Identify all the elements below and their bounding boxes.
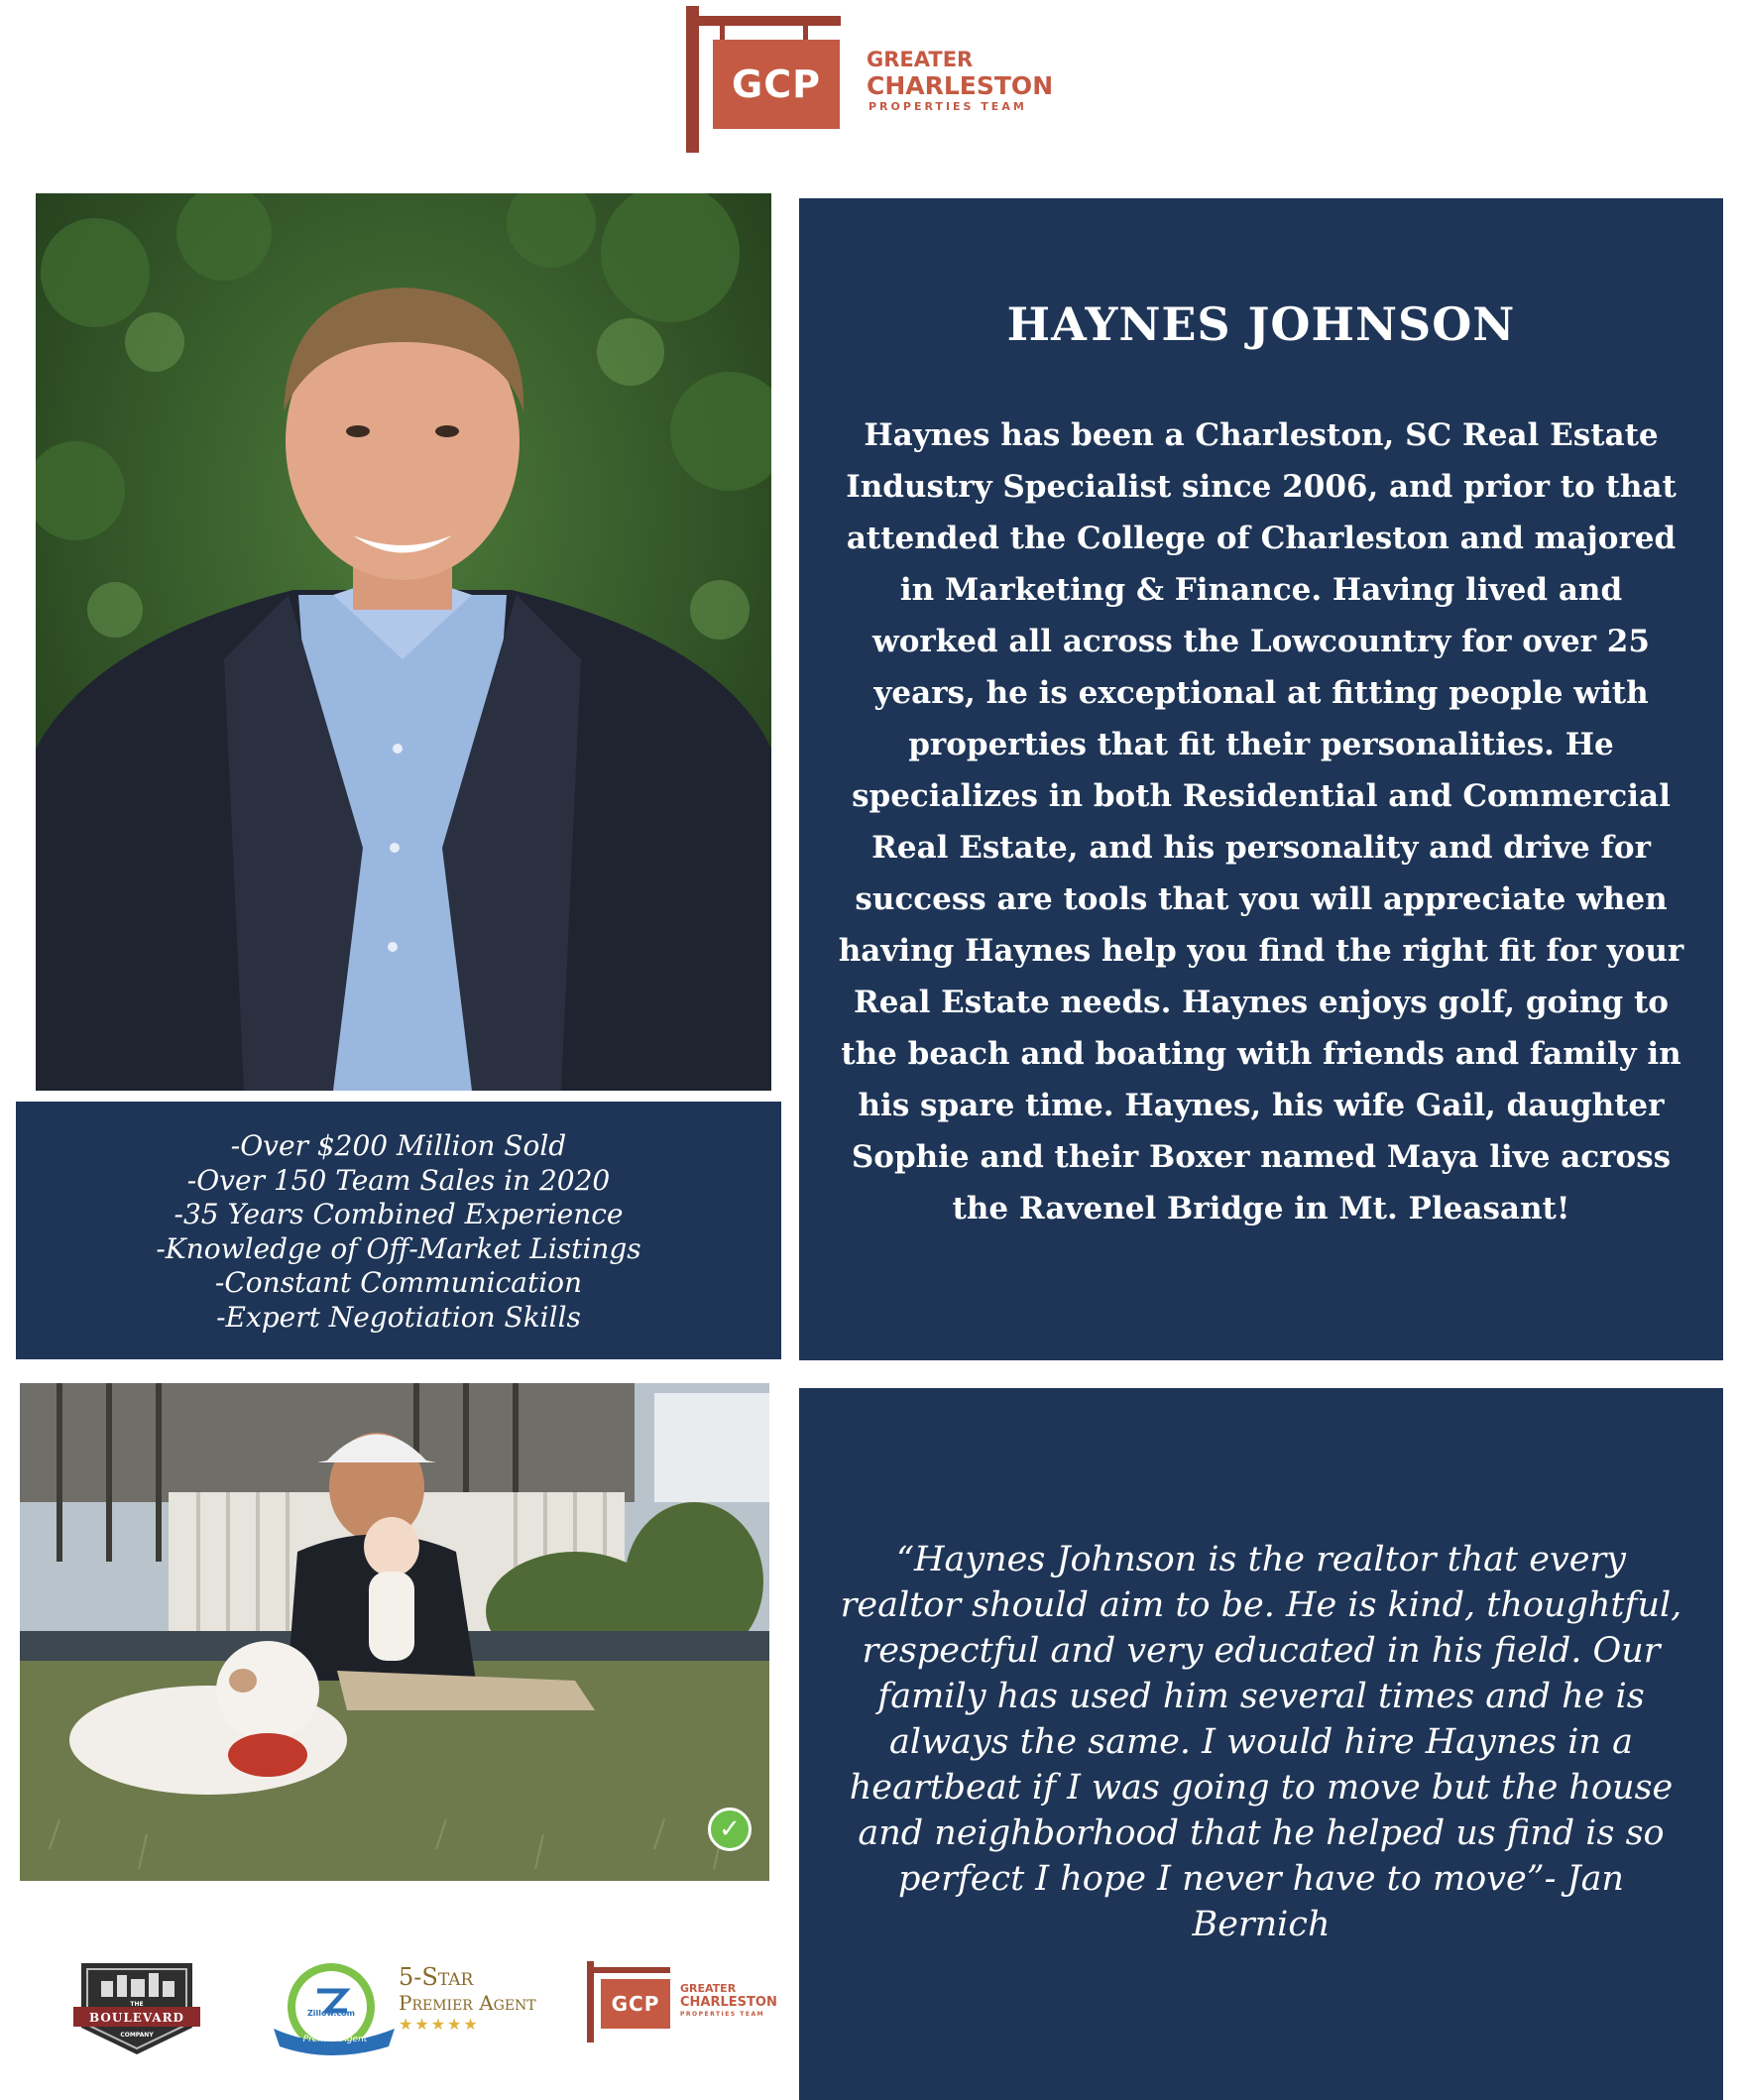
logo-line-3: PROPERTIES TEAM <box>869 100 1027 113</box>
bio-line: his spare time. Haynes, his wife Gail, daughter <box>858 1088 1665 1123</box>
boulevard-the: THE <box>130 2001 144 2008</box>
sign-chain <box>720 26 725 40</box>
logo-line-2: CHARLESTON <box>867 71 1054 100</box>
stat-item: -Expert Negotiation Skills <box>216 1300 581 1334</box>
agent-name: HAYNES JOHNSON <box>1006 297 1516 351</box>
logo-line-3: PROPERTIES TEAM <box>680 2011 765 2018</box>
bio-panel <box>799 198 1723 1360</box>
premier-line-2: Premier Agent <box>399 1991 536 2015</box>
five-star-premier-agent <box>399 1963 597 2042</box>
sign-post <box>686 6 699 153</box>
family-photo-illustration <box>20 1383 769 1881</box>
quote-line: respectful and very educated in his field. Our <box>862 1631 1661 1671</box>
boulevard-company-logo <box>71 1943 202 2060</box>
agent-portrait-photo <box>36 193 771 1091</box>
bio-paragraph <box>817 409 1705 1234</box>
sign-arm <box>587 1967 670 1973</box>
star-rating-icon: ★★★★★ <box>399 2015 480 2034</box>
logo-abbrev: GCP <box>601 1979 670 2029</box>
quote-line: Bernich <box>1192 1905 1331 1944</box>
testimonial-quote <box>829 1537 1693 1947</box>
bio-line: the beach and boating with friends and family in <box>841 1036 1681 1072</box>
company-logo-small <box>585 1961 793 2044</box>
stat-item: -Constant Communication <box>214 1266 583 1299</box>
bio-line: attended the College of Charleston and majored <box>846 521 1677 556</box>
bio-line: success are tools that you will appreciate when <box>855 881 1668 917</box>
sign-post <box>587 1961 594 2042</box>
family-photo <box>20 1383 769 1881</box>
bio-line: Real Estate needs. Haynes enjoys golf, going to <box>854 985 1669 1020</box>
bio-line: properties that fit their personalities. He <box>908 727 1614 762</box>
quote-line: heartbeat if I was going to move but the house <box>849 1768 1674 1808</box>
bio-line: worked all across the Lowcountry for over 25 <box>872 624 1650 659</box>
portrait-illustration <box>36 193 771 1091</box>
bio-line: having Haynes help you find the right fit for your <box>838 933 1684 969</box>
bio-line: the Ravenel Bridge in Mt. Pleasant! <box>952 1191 1570 1226</box>
zillow-site: Zillow.com <box>306 2009 355 2018</box>
stat-item: -35 Years Combined Experience <box>174 1198 624 1230</box>
stat-item: -Knowledge of Off-Market Listings <box>156 1231 641 1265</box>
logo-abbrev: GCP <box>713 40 840 129</box>
verified-check-icon: ✓ <box>708 1808 752 1851</box>
sign-arm <box>686 16 841 26</box>
bio-line: Haynes has been a Charleston, SC Real Estate <box>864 417 1659 453</box>
bio-line: years, he is exceptional at fitting people with <box>873 675 1649 711</box>
sign-chain <box>803 26 808 40</box>
quote-line: “Haynes Johnson is the realtor that every <box>896 1540 1626 1579</box>
boulevard-name: BOULEVARD <box>89 2011 184 2025</box>
bio-line: Sophie and their Boxer named Maya live across <box>851 1139 1672 1175</box>
stats-list <box>16 1129 781 1335</box>
bio-line: in Marketing & Finance. Having lived and <box>899 572 1623 608</box>
testimonial-panel <box>799 1388 1723 2100</box>
quote-line: and neighborhood that he helped us find is so <box>858 1813 1665 1853</box>
quote-line: always the same. I would hire Haynes in a <box>889 1722 1633 1762</box>
bio-line: Real Estate, and his personality and drive for <box>871 830 1651 866</box>
logo-line-1: GREATER <box>867 48 974 71</box>
quote-line: realtor should aim to be. He is kind, thoughtful, <box>840 1585 1682 1625</box>
stats-panel <box>16 1102 781 1359</box>
zillow-ribbon: Premier Agent <box>302 2035 368 2044</box>
premier-line-1: 5-Star <box>399 1963 474 1991</box>
logo-line-1: GREATER <box>680 1982 737 1995</box>
logo-line-2: CHARLESTON <box>680 1995 777 2010</box>
zillow-premier-agent-badge <box>270 1961 399 2060</box>
bio-line: Industry Specialist since 2006, and prior to that <box>846 469 1677 505</box>
stat-item: -Over $200 Million Sold <box>230 1129 567 1162</box>
company-logo <box>684 6 1081 155</box>
bio-line: specializes in both Residential and Commercial <box>852 778 1671 814</box>
stat-item: -Over 150 Team Sales in 2020 <box>186 1163 611 1197</box>
quote-line: perfect I hope I never have to move”- Jan <box>898 1859 1624 1899</box>
boulevard-company: COMPANY <box>120 2032 154 2039</box>
quote-line: family has used him several times and he is <box>877 1677 1645 1716</box>
